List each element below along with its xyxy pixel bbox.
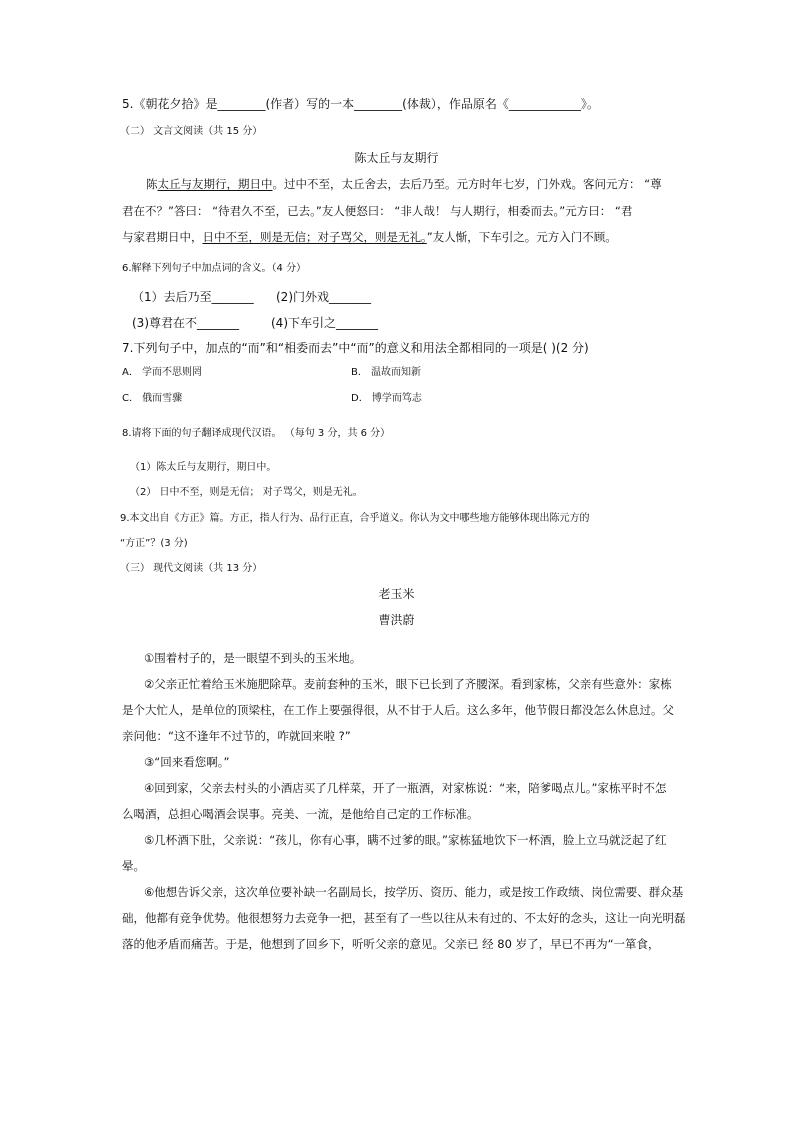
passage-1-line-1 <box>146 176 662 192</box>
passage-2-paragraph-3: ③“回来看您啊。” <box>144 755 230 769</box>
question-7-option-a: A． 学而不思则罔 <box>122 367 203 378</box>
passage-1-text: 与家君期日中， <box>122 230 203 244</box>
question-8-item-2: （2） 日中不至，则是无信； 对子骂父，则是无礼。 <box>130 487 363 498</box>
passage-2-author: 曹洪蔚 <box>378 613 415 627</box>
passage-2-paragraph-6-line-1: ⑥他想告诉父亲，这次单位要补缺一名副局长，按学历、资历、能力，或是按工作政绩、岗位需要、群众基 <box>144 885 684 899</box>
passage-1-line-3 <box>122 229 617 245</box>
passage-2-paragraph-6-line-2: 础，他都有竞争优势。他很想努力去竞争一把，甚至有了一些以往从未有过的、不太好的念头，这让一向光明磊 <box>122 911 686 925</box>
passage-2-paragraph-2-line-2: 是个大忙人，是单位的顶梁柱，在工作上要强得很，从不甘于人后。这么多年，他节假日都没怎么休息过。父 <box>122 703 674 717</box>
passage-2-paragraph-2-line-1: ②父亲正忙着给玉米施肥除草。麦前套种的玉米，眼下已长到了齐腰深。看到家栋，父亲有些意外：家栋 <box>144 677 672 691</box>
passage-2-paragraph-4-line-1: ④回到家，父亲去村头的小酒店买了几样菜，开了一瓶酒，对家栋说：“来，陪爹喝点儿。”家栋平时不怎 <box>144 781 667 795</box>
question-9-line-1: 9.本文出自《方正》篇。方正，指人行为、品行正直，合乎道义。你认为文中哪些地方能够体现出陈元方的 <box>120 513 590 524</box>
passage-2-paragraph-5-line-1: ⑤几杯酒下肚，父亲说：“孩儿，你有心事，瞒不过爹的眼。”家栋猛地饮下一杯酒，脸上立马就泛起了红 <box>144 833 667 847</box>
passage-2-paragraph-6-line-3: 落的他矛盾而痛苦。于是，他想到了回乡下，听听父亲的意见。父亲已 经 80 岁了，早已不再为“一箪食， <box>122 937 660 951</box>
question-8: 8.请将下面的句子翻译成现代汉语。 （每句 3 分，共 6 分） <box>122 428 391 439</box>
question-7-option-c: C． 俄而雪骤 <box>122 393 183 404</box>
section-2-heading: （二） 文言文阅读（共 15 分） <box>120 126 263 137</box>
question-6-item-3: (3)尊君在不_______ <box>132 316 239 330</box>
passage-2-title: 老玉米 <box>378 587 415 601</box>
question-6-item-1: （1）去后乃至_______ <box>132 290 254 304</box>
passage-1-text: 陈 <box>146 177 158 191</box>
question-8-item-1: （1）陈太丘与友期行，期日中。 <box>130 462 277 473</box>
question-6-item-4: (4)下车引之_______ <box>271 316 378 330</box>
passage-1-underlined-text: 日中不至，则是无信；对子骂父，则是无礼。 <box>202 230 427 244</box>
question-7-option-b: B． 温故而知新 <box>351 367 422 378</box>
passage-1-text: 。过中不至，太丘舍去，去后乃至。元方时年七岁，门外戏。客问元方： “尊 <box>272 177 662 191</box>
passage-2-paragraph-5-line-2: 晕。 <box>122 859 145 873</box>
passage-2-paragraph-4-line-2: 么喝酒，总担心喝酒会误事。亮美、一流，是他给自己定的工作标准。 <box>122 807 479 821</box>
passage-2-paragraph-2-line-3: 亲问他：“这不逢年不过节的，咋就回来啦 ?” <box>122 729 351 743</box>
question-7-option-d: D． 博学而笃志 <box>351 393 422 404</box>
section-3-heading: （三） 现代文阅读（共 13 分） <box>120 563 263 574</box>
passage-1-underlined-text: 太丘与友期行，期日中 <box>157 177 273 191</box>
passage-1-title: 陈太丘与友期行 <box>354 151 439 165</box>
question-7: 7.下列句子中，加点的“而”和“相委而去”中“而”的意义和用法全都相同的一项是( )(2 分) <box>122 341 589 355</box>
passage-2-paragraph-1: ①围着村子的，是一眼望不到头的玉米地。 <box>144 651 362 665</box>
question-6: 6.解释下列句子中加点词的含义。（4 分） <box>122 263 307 274</box>
question-5: 5.《朝花夕拾》是________(作者）写的一本________(体裁），作品原名《____________》。 <box>122 97 599 111</box>
passage-1-line-2: 君在不？”答曰： “待君久不至，已去。”友人便怒曰： “非人哉！ 与人期行，相委而去。”元方曰： “君 <box>122 204 633 218</box>
passage-1-text: ”友人惭，下车引之。元方入门不顾。 <box>426 230 617 244</box>
question-9-line-2: “方正”？(3 分) <box>120 538 188 549</box>
question-6-item-2: (2)门外戏_______ <box>276 290 371 304</box>
